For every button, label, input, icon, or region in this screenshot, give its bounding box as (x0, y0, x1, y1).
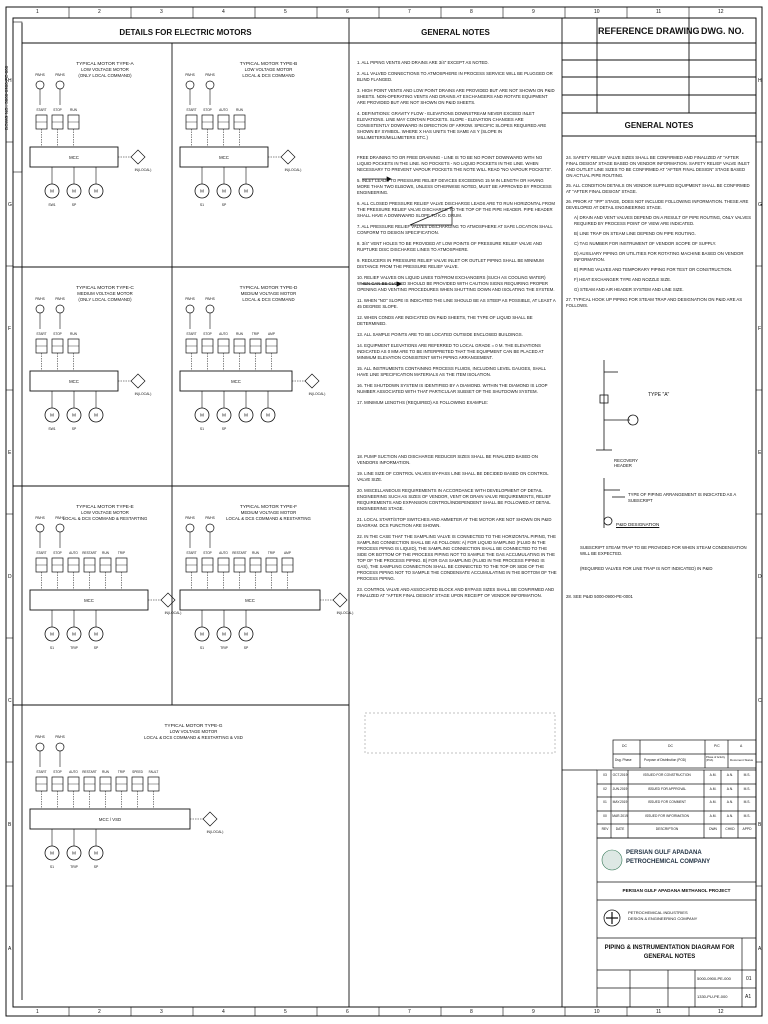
shutdown-diamond (203, 812, 217, 826)
field-instrument-bubble (206, 81, 214, 89)
note-23: 23. CONTROL VALVE AND ASSOCIATED BLOCK AND BYPASS SIZES SHALL BE CONFIRMED AND FINALIZED AT "AFTER FINAL DESIGN" STAGE UPON RECEIPT OF VENDOR INFORMATION. (357, 587, 555, 598)
field-instrument-tag: PB/HS (55, 735, 65, 739)
mcc-label: MCC (219, 155, 229, 160)
dcs-function-label: RUN (252, 551, 259, 555)
dwg-no-header: DWG. NO. (701, 26, 744, 36)
col-label: 3 (160, 9, 163, 15)
note-2: 2. ALL VALVED CONNECTIONS TO ATMOSPHERE IN PROCESS SERVICE WILL BE PLUGGED OR BLIND FLANGED. (357, 71, 553, 82)
shutdown-diamond (281, 150, 295, 164)
motor-type-title: TYPICAL MOTOR TYPE-F (239, 505, 298, 510)
shutdown-diamond (333, 593, 347, 607)
field-instrument-bubble (206, 305, 214, 313)
col-label: 2 (98, 9, 101, 15)
note-26g: G) STEAM AND AIR HEADER SYSTEM AND LINE SIZE. (574, 287, 684, 292)
field-instrument-bubble (36, 743, 44, 751)
note-1: 1. ALL PIPING VENTS AND DRAINS ARE 3/4" EXCEPT AS NOTED. (357, 60, 489, 65)
revision-cell-desc: ISSUED FOR INFORMATION (645, 814, 689, 818)
revision-cell-chk: A.N. (726, 787, 734, 791)
motor-tag: SP (243, 646, 249, 650)
motor-symbol: M (94, 188, 98, 194)
motor-type-voltage: MEDIUM VOLTAGE MOTOR (240, 291, 297, 296)
field-instrument-bubble (36, 524, 44, 532)
revision-column-header: DATE (615, 827, 625, 831)
motor-type-command: LOCAL & DCS COMMAND & RESTARTING (226, 516, 311, 521)
dcs-function-label: TRIP (117, 770, 126, 774)
revision-cell-by: A.M. (709, 787, 717, 791)
motor-type-command: (ONLY LOCAL COMMAND) (78, 73, 132, 78)
motor-tag: TRIP (70, 646, 78, 650)
motor-type-voltage: LOW VOLTAGE MOTOR (169, 729, 218, 734)
revision-cell-date: JUN.2019 (612, 787, 628, 791)
revision-column-header: DWN (709, 827, 717, 831)
field-instrument-tag: PB/HS (205, 297, 215, 301)
dcs-function-label: RUN (102, 551, 109, 555)
rev-head: DC (668, 744, 673, 748)
company-name-line1: PERSIAN GULF APADANA (626, 850, 702, 856)
col-label: 9 (532, 9, 535, 15)
motor-tag: SP (71, 203, 77, 207)
trap-type-label: TYPE "A" (648, 392, 670, 398)
row-label: F (758, 326, 762, 332)
revision-cell-app: M.S. (743, 814, 751, 818)
contractor-line2: DESIGN & ENGINEERING COMPANY (628, 916, 698, 921)
col-label: 6 (346, 9, 349, 15)
col-label: 4 (222, 9, 225, 15)
dcs-function-label: START (186, 108, 197, 112)
local-signal-label: IN(LOCAL) (308, 392, 326, 396)
field-instrument-bubble (36, 81, 44, 89)
col-label: 1 (36, 1009, 39, 1015)
motor-tag: S1 (49, 865, 55, 869)
row-label: B (758, 822, 762, 828)
dcs-function-label: RUN (236, 332, 243, 336)
row-label: B (8, 822, 12, 828)
revision-cell-by: A.M. (709, 814, 717, 818)
rev-head2: Purpose of Distribution (POD) (644, 758, 687, 762)
general-notes-list (357, 60, 557, 604)
rev-head2: Dsg. Phase (615, 758, 632, 762)
note-4: 4. DEFINITIONS: GRAVITY FLOW - ELEVATIONS DOWNSTREAM NEVER EXCEED INLET ELEVATIONS. LINE MAY CONTAIN POCKETS. SLOPE - ELEVATION CHANGES ARE CONSISTENTLY DOWNWARD IN DIRECTION OF ARROW. SPECIFIC SLOPES REQUIRED ARE SHOWN BY SYMBOL. WHERE X HAS UNITS THE SAME AS Y (SLOPE IN MILLIMETERS/MILLIMETERS ETC.) (357, 111, 547, 140)
dcs-function-label: RESTART (232, 551, 247, 555)
row-label: H (758, 78, 762, 84)
motor-type-voltage: LOW VOLTAGE MOTOR (81, 510, 129, 515)
shutdown-diamond (305, 374, 319, 388)
note-8: 8. 3/4" VENT HOLES TO BE PROVIDED AT LOW POINTS OF PRESSURE RELIEF VALVE AND RUPTURE DISC DISCHARGE LINES TO ATMOSPHERE. (357, 241, 543, 252)
col-label: 11 (656, 9, 662, 15)
motor-symbol: M (50, 850, 54, 856)
document-number-1: 5000-0900-PE-000 (697, 976, 731, 981)
motor-symbol: M (222, 631, 226, 637)
sheet-number: 01 (746, 976, 752, 982)
col-label: 8 (470, 1009, 473, 1015)
note-13: 13. ALL SAMPLE POINTS ARE TO BE LOCATED OUTSIDE ENCLOSED BUILDINGS. (357, 332, 523, 337)
motor-symbol: M (244, 188, 248, 194)
field-instrument-tag: PB/HS (185, 516, 195, 520)
field-instrument-bubble (56, 743, 64, 751)
note-26: 26. PRIOR AT "IFP" STAGE, DOES NOT INCLUDE FOLLOWING INFORMATION. THESE ARE DEVELOPED AT DETAIL ENGINEERING STAGE. (566, 199, 749, 210)
general-notes-header: GENERAL NOTES (421, 28, 490, 37)
rev-head2: Document Status (730, 758, 754, 762)
contractor-line1: PETROCHEMICAL INDUSTRIES (628, 910, 688, 915)
motor-tag: TRIP (70, 865, 78, 869)
motor-tag: S1 (199, 427, 205, 431)
motor-symbol: M (50, 188, 54, 194)
revision-cell-by: A.M. (709, 773, 717, 777)
motor-type-command: LOCAL & DCS COMMAND (242, 73, 295, 78)
revision-cell-chk: A.N. (726, 800, 734, 804)
motor-tag: SP (93, 865, 99, 869)
note-24: 24. SAFETY RELIEF VALVE SIZES SHALL BE CONFIRMED AND FINALIZED AT "AFTER FINAL DESIGN" STAGE BASED ON VENDOR INFORMATION. SAFETY RELIEF VALVE INLET AND OUTLET LINE SIZES TO BE CONFIRMED AT "AFTER FINAL DESIGN" STAGE BASED ON ACTUAL PIPE ROUTING. (566, 155, 750, 178)
note-3: 3. HIGH POINT VENTS AND LOW POINT DRAINS ARE PROVIDED BUT ARE NOT SHOWN ON P&ID SHEETS. NON-OPERATING VENTS AND DRAINS AT EXCHANGERS AND ROTATE EQUIPMENT ARE PROVIDED BUT ARE NOT SHOWN ON P&ID SHEETS. (357, 88, 555, 105)
revision-cell-rev: 02 (603, 787, 607, 791)
dcs-function-label: AUTO (219, 551, 228, 555)
note-14: 14. EQUIPMENT ELEVATIONS ARE REFERRED TO LOCAL GRADE = 0 M. THE ELEVATIONS INDICATED AS 0 MM ARE TO BE INTERPRETED THAT THE EQUIPMENT CAN BE PLACED AT MINIMUM ELEVATION CONSISTENT WITH PIPING ARRANGEMENT. (357, 343, 544, 360)
dcs-function-label: START (36, 332, 47, 336)
motor-tag: SW1 (48, 427, 56, 431)
field-instrument-bubble (186, 81, 194, 89)
motor-symbol: M (222, 188, 226, 194)
motor-symbol: M (200, 631, 204, 637)
mcc-label: MCC (84, 598, 94, 603)
motor-symbol: M (94, 412, 98, 418)
motor-symbol: M (200, 412, 204, 418)
field-instrument-tag: PB/HS (35, 516, 45, 520)
right-notes-list (566, 155, 752, 313)
note-26d: D) AUXILIARY PIPING OR UTILITIES FOR ROTATING MACHINE BASED ON VENDOR INFORMATION. (574, 251, 744, 262)
note-26b: B) LINE TRAP ON STEAM LINE DEPEND ON PIPE ROUTING. (574, 231, 696, 236)
motor-symbol: M (222, 412, 226, 418)
col-label: 8 (470, 9, 473, 15)
note-9: 9. REDUCERS IN PRESSURE RELIEF VALVE INLET OR OUTLET PIPING SHALL BE MINIMUM DISTANCE FROM THE PRESSURE RELIEF VALVE. (357, 258, 544, 269)
mcc-label: MCC (231, 379, 241, 384)
field-instrument-bubble (56, 305, 64, 313)
dcs-function-label: AUTO (219, 108, 228, 112)
field-instrument-bubble (206, 524, 214, 532)
motor-tag: SP (71, 427, 77, 431)
dcs-function-label: RESTART (82, 551, 97, 555)
motor-symbol: M (72, 850, 76, 856)
note-27: 27. TYPICAL HOOK UP PIPING FOR STEAM TRAP AND DESIGNATION ON P&ID ARE AS FOLLOWS. (566, 297, 743, 308)
motor-symbol: M (244, 412, 248, 418)
trap-note-2: (REQUIRED VALVES FOR LINE TRAP IS NOT INDICATED) IN P&ID (580, 566, 713, 571)
drawing-title-line2: GENERAL NOTES (643, 954, 696, 960)
col-label: 11 (656, 1009, 662, 1015)
motor-tag: SW1 (48, 203, 56, 207)
motor-type-title: TYPICAL MOTOR TYPE-C (76, 286, 134, 291)
motor-tag: TRIP (220, 646, 228, 650)
note-26c: C) TAG NUMBER FOR INSTRUMENT OF VENDOR SCOPE OF SUPPLY. (574, 241, 717, 246)
revision-cell-rev: 01 (603, 800, 607, 804)
col-label: 4 (222, 1009, 225, 1015)
dcs-function-label: RUN (102, 770, 109, 774)
reference-drawing-header: REFERENCE DRAWING (598, 26, 700, 36)
right-general-notes-header: GENERAL NOTES (624, 121, 694, 130)
mcc-label: MCC (69, 379, 79, 384)
motor-tag: SP (93, 646, 99, 650)
motor-symbol: M (94, 850, 98, 856)
recovery-header-label: RECOVERY HEADER (614, 458, 638, 468)
revision-cell-date: MAR.2019 (612, 814, 628, 818)
field-instrument-bubble (36, 305, 44, 313)
dcs-function-label: STOP (53, 108, 62, 112)
pid-designation-label: P&ID DESIGNATION (616, 522, 660, 527)
dcs-function-label: STOP (203, 332, 212, 336)
local-signal-label: IN(LOCAL) (134, 168, 152, 172)
revision-cell-chk: A.N. (726, 773, 734, 777)
drawing-number-stamp: DOWG NO.: 5000-0900-PE-000 (4, 65, 9, 130)
revision-cell-chk: A.N. (726, 814, 734, 818)
col-label: 10 (594, 1009, 600, 1015)
row-label: G (758, 202, 762, 208)
note-15: 15. ALL INSTRUMENTS CONTAINING PROCESS FLUIDS, INCLUDING LEVEL GAUGES, SHALL HAVE LINE SPECIFICATION MATERIALS AS THE ITEM ISOLATION. (357, 366, 547, 377)
row-label: G (8, 202, 12, 208)
local-signal-label: IN(LOCAL) (336, 611, 354, 615)
note-18: 18. PUMP SUCTION AND DISCHARGE REDUCER SIZES SHALL BE FINALIZED BASED ON VENDORS INFORMATION. (357, 454, 538, 465)
revision-column-header: APPD (742, 827, 752, 831)
field-instrument-tag: PB/HS (55, 516, 65, 520)
piping-arrangement-note: TYPE OF PIPING ARRANGEMENT IS INDICATED AS A SUBSCRIPT (628, 492, 737, 503)
motor-type-command: LOCAL & DCS COMMAND & RESTARTING (62, 516, 148, 521)
dcs-function-label: TRIP (267, 551, 276, 555)
dcs-function-label: TRIP (117, 551, 126, 555)
dcs-function-label: AUTO (219, 332, 228, 336)
dcs-function-label: START (186, 551, 197, 555)
field-instrument-tag: PB/HS (35, 73, 45, 77)
note-26e: E) PIPING VALVES AND TEMPORARY PIPING FOR TEST OR CONSTRUCTION. (574, 267, 733, 272)
revision-cell-by: A.M. (709, 800, 717, 804)
field-instrument-tag: PB/HS (35, 735, 45, 739)
row-label: A (758, 946, 762, 952)
rev-head: P/C (714, 744, 720, 748)
revision-cell-app: M.S. (743, 773, 751, 777)
dcs-function-label: AMP (284, 551, 291, 555)
row-label: H (8, 78, 12, 84)
col-label: 12 (718, 1009, 724, 1015)
motors-section-header: DETAILS FOR ELECTRIC MOTORS (119, 28, 252, 37)
row-label: C (8, 698, 12, 704)
rev-head2: Phase of Activity (POA) (706, 756, 726, 762)
mcc-label: MCC (69, 155, 79, 160)
row-label: A (8, 946, 12, 952)
motor-symbol: M (50, 412, 54, 418)
motor-type-title: TYPICAL MOTOR TYPE-D (239, 286, 298, 291)
row-label: D (8, 574, 12, 580)
motor-type-command: (ONLY LOCAL COMMAND) (78, 297, 132, 302)
note-4b: FREE DRAINING TO OR FREE DRAINING - LINE IS TO BE NO POINT DOWNWARD WITH NO LIQUID POCKETS IN THE LINE. NO POCKETS - NO LIQUID POCKETS IN THE LINE. WHEN NECESSARY TO PREVENT VAPOUR POCKETS THE NOTE WILL READ "NO VAPOUR POCKETS". (357, 155, 553, 172)
note-17: 17. MINIMUM LENGTHS (REQUIRED) AS FOLLOWING EXAMPLE: (357, 400, 489, 405)
revision-column-header: CHKD (725, 827, 735, 831)
dcs-function-label: STOP (203, 108, 212, 112)
col-label: 12 (718, 9, 724, 15)
field-instrument-tag: PB/HS (55, 297, 65, 301)
field-instrument-tag: PB/HS (35, 297, 45, 301)
revision-cell-rev: 03 (603, 773, 607, 777)
dcs-function-label: STOP (53, 332, 62, 336)
field-instrument-bubble (56, 524, 64, 532)
note-11: 11. WHEN "NO" SLOPE IS INDICATED THE LINE SHOULD BE AS STEEP AS POSSIBLE, AT LEAST A 45 DEGREE SLOPE. (357, 298, 556, 309)
dcs-function-label: STOP (53, 551, 62, 555)
revision-column-header: REV (601, 827, 609, 831)
dcs-function-label: FAULT (148, 770, 159, 774)
note-22: 22. IN THE CASE THAT THE SAMPLING VALVE IS CONNECTED TO THE HORIZONTAL PIPING, THE SAMPLING CONNECTION SHALL BE AS FOLLOWS: A) FOR LIQUID SAMPLING (FLUID IN THE PROCESS PIPING IS LIQUID), THE SAMPLING CONNECTION SHALL BE CONNECTED TO THE SIDE OR BOTTOM OF THE PROCESS PIPING NOT TO SAMPLE THE GAS ACCUMULATING IN THE TOP OF THE PROCESS PIPING. B) FOR GAS SAMPLING (FLUID IN THE PROCESS PIPING IS GAS), THE SAMPLING CONNECTION SHALL BE CONNECTED TO THE TOP OR SIDE OF THE PROCESS PIPING NOT TO SAMPLE THE CONDENSATE ACCUMULATING IN THE BOTTOM OF THE PROCESS PIPING. (357, 534, 557, 581)
note-10: 10. RELIEF VALVES ON LIQUID LINES TO/FROM EXCHANGERS (SUCH AS COOLING WATER) WHEN CAN BE CLOSED SHOULD BE PROVIDED WITH CAUTION SIGNS REQUIRING PROPER OPENING AND VENTING PROCEDURES WHEN SHUTTING DOWN AND ISOLATING THE SYSTEM. (357, 275, 555, 292)
shutdown-diamond (131, 374, 145, 388)
row-label: F (8, 326, 12, 332)
note-12: 12. WHEN CONDS ARE INDICATED ON P&ID SHEETS, THE TYPE OF LIQUID SHALL BE DETERMINED. (357, 315, 533, 326)
field-instrument-bubble (186, 524, 194, 532)
revision-column-header: DESCRIPTION (655, 827, 679, 831)
note-26f: F) HEAT EXCHANGER TYPE AND NOZZLE SIZE. (574, 277, 672, 282)
motor-symbol: M (72, 412, 76, 418)
dcs-function-label: TRIP (251, 332, 260, 336)
col-label: 10 (594, 9, 600, 15)
col-label: 7 (408, 1009, 411, 1015)
motor-type-voltage: MEDIUM VOLTAGE MOTOR (240, 510, 297, 515)
motor-symbol: M (244, 631, 248, 637)
row-label: E (758, 450, 762, 456)
motor-type-voltage: LOW VOLTAGE MOTOR (81, 67, 129, 72)
revision-cell-desc: ISSUED FOR COMMENT (647, 800, 687, 804)
motor-symbol: M (266, 412, 270, 418)
note-25: 25. ALL CONDITION DETAILS ON VENDOR SUPPLIED EQUIPMENT SHALL BE CONFIRMED AT "AFTER FINAL DESIGN" STAGE. (566, 183, 750, 194)
dcs-function-label: START (36, 770, 47, 774)
field-instrument-tag: PB/HS (185, 297, 195, 301)
col-label: 1 (36, 9, 39, 15)
document-number-2: 1330-PU-PE-000 (697, 994, 728, 999)
note-20: 20. MISCELLANEOUS REQUIREMENTS IN ACCORDANCE WITH DEVELOPMENT OF DETAIL ENGINEERING SUCH AS SIZES OF VENDOR, VENT OR DRAIN VALVE REQUIREMENTS, RELIEF REQUIREMENTS AND EXPANSION CONTROL/INDEPENDENT SHALL BE FOLLOWED AT DETAIL ENGINEERING STAGE. (357, 488, 552, 511)
motor-type-title: TYPICAL MOTOR TYPE-G (164, 724, 223, 729)
motor-type-voltage: MEDIUM VOLTAGE MOTOR (77, 291, 133, 296)
motor-type-command: LOCAL & DCS COMMAND (242, 297, 295, 302)
motor-type-title: TYPICAL MOTOR TYPE-A (76, 62, 134, 67)
shutdown-diamond (131, 150, 145, 164)
dcs-function-label: RUN (70, 108, 77, 112)
rev-head: A (740, 744, 743, 748)
note-28: 28. SEE P&ID 5000-0900-PE-0001 (566, 594, 633, 599)
motor-type-command: LOCAL & DCS COMMAND & RESTARTING & VSD (144, 735, 243, 740)
motor-symbol: M (72, 631, 76, 637)
dcs-function-label: RUN (236, 108, 243, 112)
col-label: 7 (408, 9, 411, 15)
local-signal-label: IN(LOCAL) (284, 168, 302, 172)
revision-cell-desc: ISSUED FOR CONSTRUCTION (643, 773, 691, 777)
dcs-function-label: AUTO (69, 551, 78, 555)
field-instrument-tag: PB/HS (55, 73, 65, 77)
drawing-title-line1: PIPING & INSTRUMENTATION DIAGRAM FOR (604, 945, 735, 951)
revision-cell-date: MAY.2019 (612, 800, 628, 804)
motor-tag: S1 (199, 646, 205, 650)
col-label: 5 (284, 1009, 287, 1015)
row-label: C (758, 698, 762, 704)
dcs-function-label: RESTART (82, 770, 97, 774)
revision-cell-desc: ISSUED FOR APPROVAL (647, 787, 687, 791)
row-label: E (8, 450, 12, 456)
note-6: 6. ALL CLOSED PRESSURE RELIEF VALVE DISCHARGE LEADS ARE TO RUN HORIZONTAL FROM THE PRESSURE RELIEF VALVE DISCHARGE TO THE TOP OF THE PIPE HEADER. PIPE HEADER SHALL HAVE A DOWNWARD SLOPE TO K.O. DRUM. (357, 201, 555, 218)
motor-symbol: M (72, 188, 76, 194)
col-label: 2 (98, 1009, 101, 1015)
motor-tag: S1 (199, 203, 205, 207)
note-7: 7. ALL PRESSURE RELIEF VALVES DISCHARGING TO ATMOSPHERE AT SAFE LOCATION SHALL CONFORM TO DESIGN SPECIFICATION. (357, 224, 553, 235)
motor-type-title: TYPICAL MOTOR TYPE-E (76, 505, 134, 510)
mcc-label: MCC / VSD (98, 817, 122, 822)
note-21: 21. LOCAL START/STOP SWITCHES AND AMMETER AT THE MOTOR ARE NOT SHOWN ON P&ID DIAGRAM. DCS FUNCTION ARE SHOWN. (357, 517, 552, 528)
motor-symbol: M (200, 188, 204, 194)
note-19: 19. LINE SIZE OF CONTROL VALVES BY-PASS LINE SHALL BE DECIDED BASED ON CONTROL VALVE SIZE. (357, 471, 549, 482)
motor-symbol: M (94, 631, 98, 637)
row-label: D (758, 574, 762, 580)
motor-type-voltage: LOW VOLTAGE MOTOR (244, 67, 293, 72)
dcs-function-label: RUN (70, 332, 77, 336)
field-instrument-tag: PB/HS (205, 73, 215, 77)
col-label: 6 (346, 1009, 349, 1015)
motor-symbol: M (50, 631, 54, 637)
local-signal-label: IN(LOCAL) (206, 830, 224, 834)
dcs-function-label: SPEED (132, 770, 143, 774)
dcs-function-label: AUTO (69, 770, 78, 774)
rev-head: DC (622, 744, 627, 748)
trap-note-1: SUBSCRIPT STEAM TRAP TO BE PROVIDED FOR WHEN STEAM CONDENSATION WILL BE EXPECTED. (580, 545, 747, 556)
col-label: 3 (160, 1009, 163, 1015)
col-label: 9 (532, 1009, 535, 1015)
mcc-label: MCC (245, 598, 255, 603)
motor-tag: SP (221, 203, 227, 207)
shutdown-diamond (161, 593, 175, 607)
motor-type-title: TYPICAL MOTOR TYPE-B (239, 62, 298, 67)
field-instrument-bubble (56, 81, 64, 89)
note-5: 5. INLET LEADS TO PRESSURE RELIEF DEVICES EXCEEDING 15 M IN LENGTH OR HAVING MORE THAN TWO ELBOWS, UNLESS OTHERWISE NOTED, MUST BE APPROVED BY PROCESS ENGINEERING. (357, 178, 552, 195)
revision-cell-date: OCT.2019 (612, 773, 628, 777)
field-instrument-bubble (186, 305, 194, 313)
local-signal-label: IN(LOCAL) (164, 611, 182, 615)
dcs-function-label: STOP (53, 770, 62, 774)
note-26a: A) DRAIN AND VENT VALVES DEPEND ON A RESULT OF PIPE ROUTING, ONLY VALVES REQUIRED BY PROCESS POINT OF VIEW ARE INDICATED. (574, 215, 751, 226)
note-16: 16. THE SHUTDOWN SYSTEM IS IDENTIFIED BY A DIAMOND. WITHIN THE DIAMOND IS LOOP NUMBER ASSOCIATED WITH THAT PARTICULAR SUBSET OF THE SHUTDOWN SYSTEM. (357, 383, 548, 394)
sheet-size: A1 (745, 994, 752, 1000)
col-label: 5 (284, 9, 287, 15)
motor-tag: S1 (49, 646, 55, 650)
local-signal-label: IN(LOCAL) (134, 392, 152, 396)
dcs-function-label: AMP (268, 332, 275, 336)
revision-cell-app: M.S. (743, 800, 751, 804)
project-name: PERSIAN GULF APADANA METHANOL PROJECT (622, 888, 731, 893)
revision-cell-rev: 00 (603, 814, 607, 818)
revision-cell-app: M.S. (743, 787, 751, 791)
field-instrument-tag: PB/HS (205, 516, 215, 520)
company-name-line2: PETROCHEMICAL COMPANY (626, 859, 711, 865)
motor-tag: SP (221, 427, 227, 431)
dcs-function-label: STOP (203, 551, 212, 555)
dcs-function-label: START (36, 551, 47, 555)
dcs-function-label: START (36, 108, 47, 112)
field-instrument-tag: PB/HS (185, 73, 195, 77)
dcs-function-label: START (186, 332, 197, 336)
